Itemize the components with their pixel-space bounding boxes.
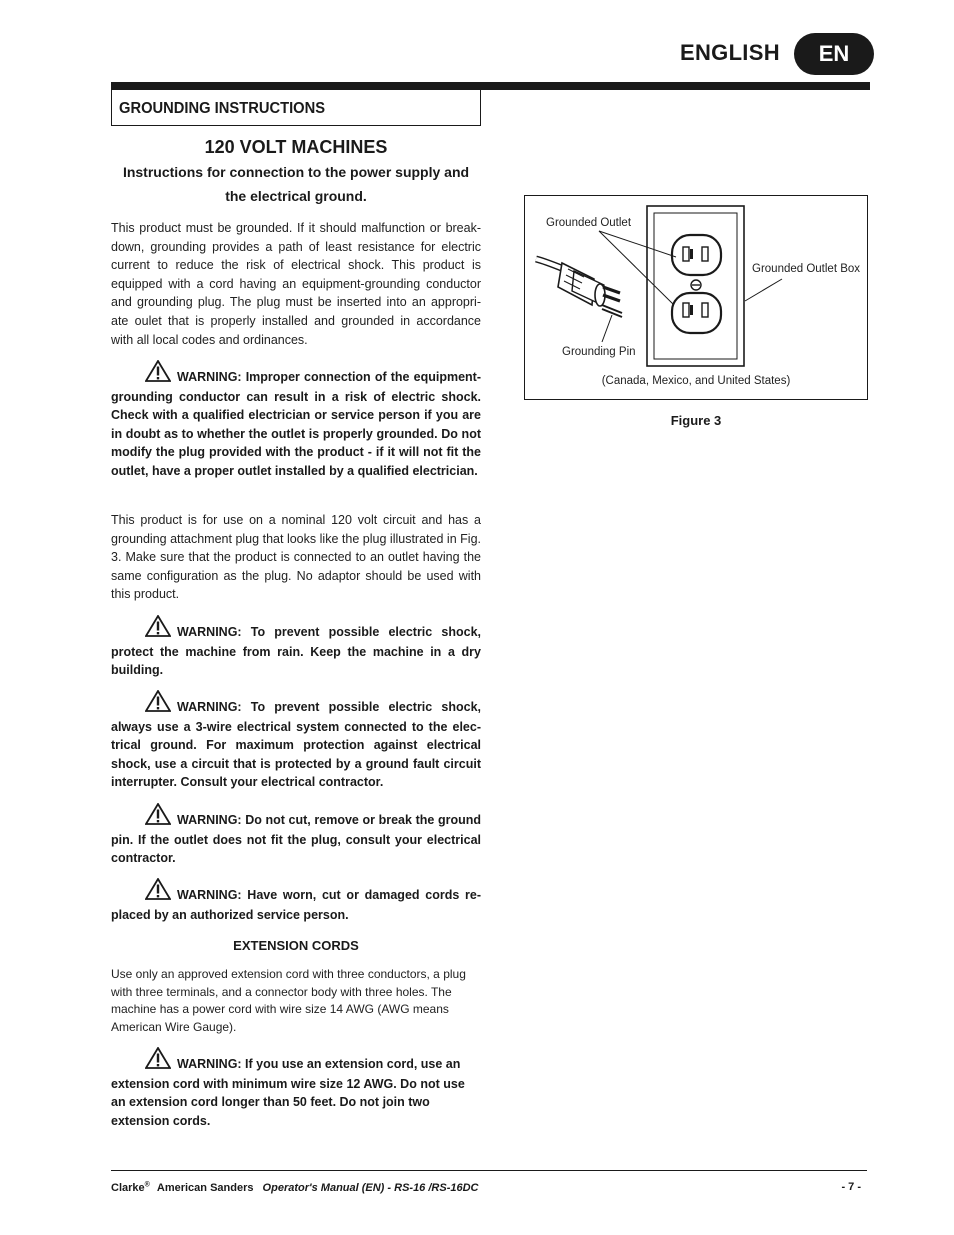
warning-improper-connection [111, 360, 481, 481]
subheading-line-2: the electrical ground. [225, 188, 367, 204]
label-grounded-outlet-box: Grounded Outlet Box [752, 263, 861, 275]
page-heading: 120 VOLT MACHINES [204, 137, 388, 157]
page-subheading [111, 160, 481, 208]
footer-company: American Sanders [156, 1181, 254, 1194]
bottom-rule [111, 1170, 867, 1171]
section-title: GROUNDING INSTRUCTIONS [119, 100, 326, 117]
warning-text: WARNING: Have worn, cut or damaged cords re-placed by an authorized service person. [111, 888, 481, 922]
top-rule [111, 82, 870, 90]
outlet-box-icon [647, 206, 744, 366]
subheading-line-1: Instructions for connection to the power supply and [122, 164, 470, 180]
extension-cords-heading: EXTENSION CORDS [233, 938, 359, 953]
warning-extension-cord [111, 1047, 481, 1130]
paragraph-extension-cords: Use only an approved extension cord with three conductors, a plug with three terminals, and a connector body with three holes. The machine has a power cord with wire size 14 AWG (AWG means American Wire Gauge). [111, 967, 466, 1034]
language-badge: EN [794, 33, 874, 75]
warning-text: WARNING: If you use an extension cord, use an extension cord with minimum wire size 12 AWG. Do not use an extension cord longer than 50 feet. Do not join two extension cords. [111, 1057, 465, 1128]
warning-text: WARNING: To prevent possible electric shock, protect the machine from rain. Keep the machine in a dry building. [111, 625, 481, 678]
warning-ground-pin [111, 803, 481, 868]
warning-triangle-icon [145, 803, 171, 831]
label-grounding-pin: Grounding Pin [562, 346, 636, 358]
footer-manual-title: Operator's Manual (EN) - RS-16 /RS-16DC [262, 1181, 479, 1194]
label-region: (Canada, Mexico, and United States) [601, 375, 791, 387]
warning-triangle-icon [145, 615, 171, 643]
language-label: ENGLISH [680, 40, 780, 65]
warning-triangle-icon [145, 878, 171, 906]
page-footer [111, 1181, 861, 1194]
warning-text: WARNING: Do not cut, remove or break the ground pin. If the outlet does not fit the plug, consult your electrical contractor. [111, 813, 481, 866]
footer-brand: Clarke® [111, 1181, 150, 1194]
warning-damaged-cords [111, 878, 481, 924]
grounding-plug-icon [536, 259, 622, 317]
warning-text: WARNING: Improper connection of the equipment-grounding conductor can result in a risk of electric shock. Check with a qualified electrician or service person if you are in doubt as to whether the outlet is properly grounded. Do not modify the plug provided with the product - if it will not fit the outlet, have a proper outlet installed by a qualified electrician. [111, 370, 481, 478]
warning-triangle-icon [145, 1047, 171, 1075]
warning-three-wire [111, 690, 481, 792]
warning-text: WARNING: To prevent possible electric shock, always use a 3-wire electrical system connected to the elec-trical ground. For maximum protection against electrical shock, use a circuit that is protected by a ground fault circuit interrupter. Consult your electrical contractor. [111, 700, 481, 790]
paragraph-grounding: This product must be grounded. If it should malfunction or break-down, grounding provides a path of least resistance for electric current to reduce the risk of electrical shock. This product is equipped with a cord having an equipment-grounding conductor and grounding plug. The plug must be inserted into an appropri-ate oulet that is properly installed and grounded in accordance with all local codes and ordinances. [111, 221, 481, 347]
label-grounded-outlet: Grounded Outlet [546, 217, 632, 229]
page-number: - 7 - [841, 1181, 861, 1193]
figure-caption: Figure 3 [670, 413, 722, 428]
paragraph-nominal-circuit: This product is for use on a nominal 120 volt circuit and has a grounding attachment plug that looks like the plug illustrated in Fig. 3. Make sure that the product is connected to an outlet having the same configuration as the plug. No adaptor should be used with this product. [111, 513, 481, 602]
warning-triangle-icon [145, 360, 171, 388]
warning-triangle-icon [145, 690, 171, 718]
warning-rain [111, 615, 481, 680]
